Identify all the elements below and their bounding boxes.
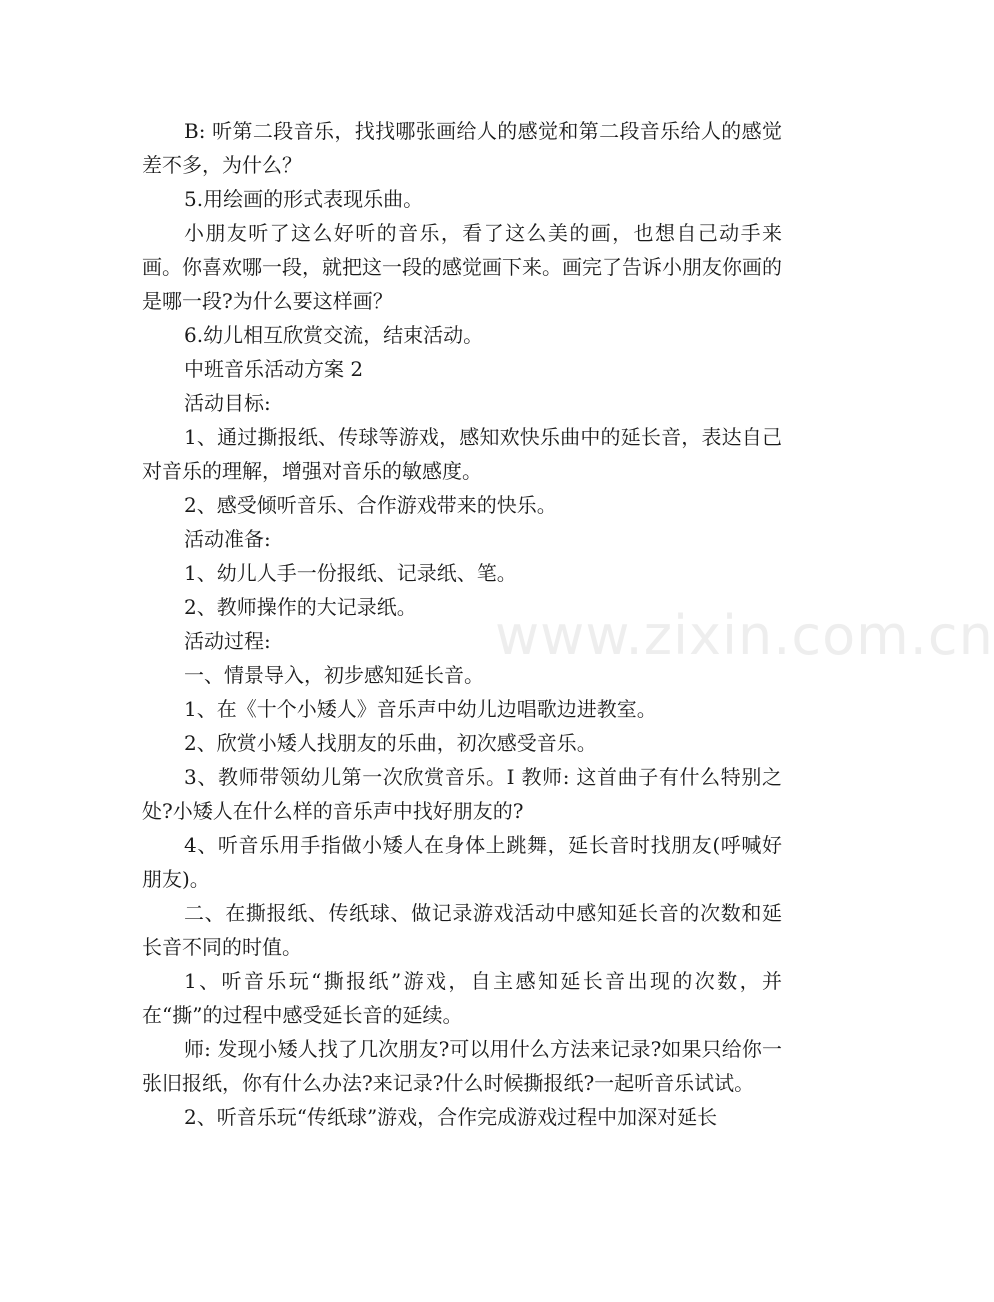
paragraph: 2、感受倾听音乐、合作游戏带来的快乐。	[184, 493, 557, 517]
paragraph: B: 听第二段音乐，找找哪张画给人的感觉和第二段音乐给人的感觉差不多，为什么？	[142, 119, 782, 177]
paragraph: 1、听音乐玩“撕报纸”游戏，自主感知延长音出现的次数，并在“撕”的过程中感受延长音的延续。	[142, 969, 782, 1027]
paragraph: 2、听音乐玩“传纸球”游戏，合作完成游戏过程中加深对延长	[184, 1105, 718, 1129]
paragraph: 5.用绘画的形式表现乐曲。	[184, 187, 424, 211]
watermark: www.zixin.com.cn	[495, 604, 994, 667]
paragraph: 2、教师操作的大记录纸。	[184, 595, 417, 619]
paragraph: 小朋友听了这么好听的音乐，看了这么美的画，也想自己动手来画。你喜欢哪一段，就把这一段的感觉画下来。画完了告诉小朋友你画的是哪一段?为什么要这样画？	[142, 221, 782, 313]
paragraph: 1、在《十个小矮人》音乐声中幼儿边唱歌边进教室。	[184, 697, 657, 721]
paragraph: 二、在撕报纸、传纸球、做记录游戏活动中感知延长音的次数和延长音不同的时值。	[142, 901, 782, 959]
document-body	[142, 114, 782, 1134]
paragraph: 1、通过撕报纸、传球等游戏，感知欢快乐曲中的延长音，表达自己对音乐的理解，增强对音乐的敏感度。	[142, 425, 782, 483]
paragraph: 活动过程:	[184, 629, 271, 653]
paragraph: 4、听音乐用手指做小矮人在身体上跳舞，延长音时找朋友(呼喊好朋友)。	[142, 833, 782, 891]
section-heading: 中班音乐活动方案 2	[184, 357, 364, 381]
paragraph: 活动目标:	[184, 391, 271, 415]
paragraph: 2、欣赏小矮人找朋友的乐曲，初次感受音乐。	[184, 731, 597, 755]
paragraph: 师: 发现小矮人找了几次朋友?可以用什么方法来记录?如果只给你一张旧报纸，你有什么办法?来记录?什么时候撕报纸?一起听音乐试试。	[142, 1037, 782, 1095]
paragraph: 一、情景导入，初步感知延长音。	[184, 663, 484, 687]
paragraph: 活动准备:	[184, 527, 271, 551]
paragraph: 1、幼儿人手一份报纸、记录纸、笔。	[184, 561, 517, 585]
paragraph: 6.幼儿相互欣赏交流，结束活动。	[184, 323, 484, 347]
paragraph: 3、教师带领幼儿第一次欣赏音乐。I 教师: 这首曲子有什么特别之处?小矮人在什么样的音乐声中找好朋友的?	[142, 765, 782, 823]
